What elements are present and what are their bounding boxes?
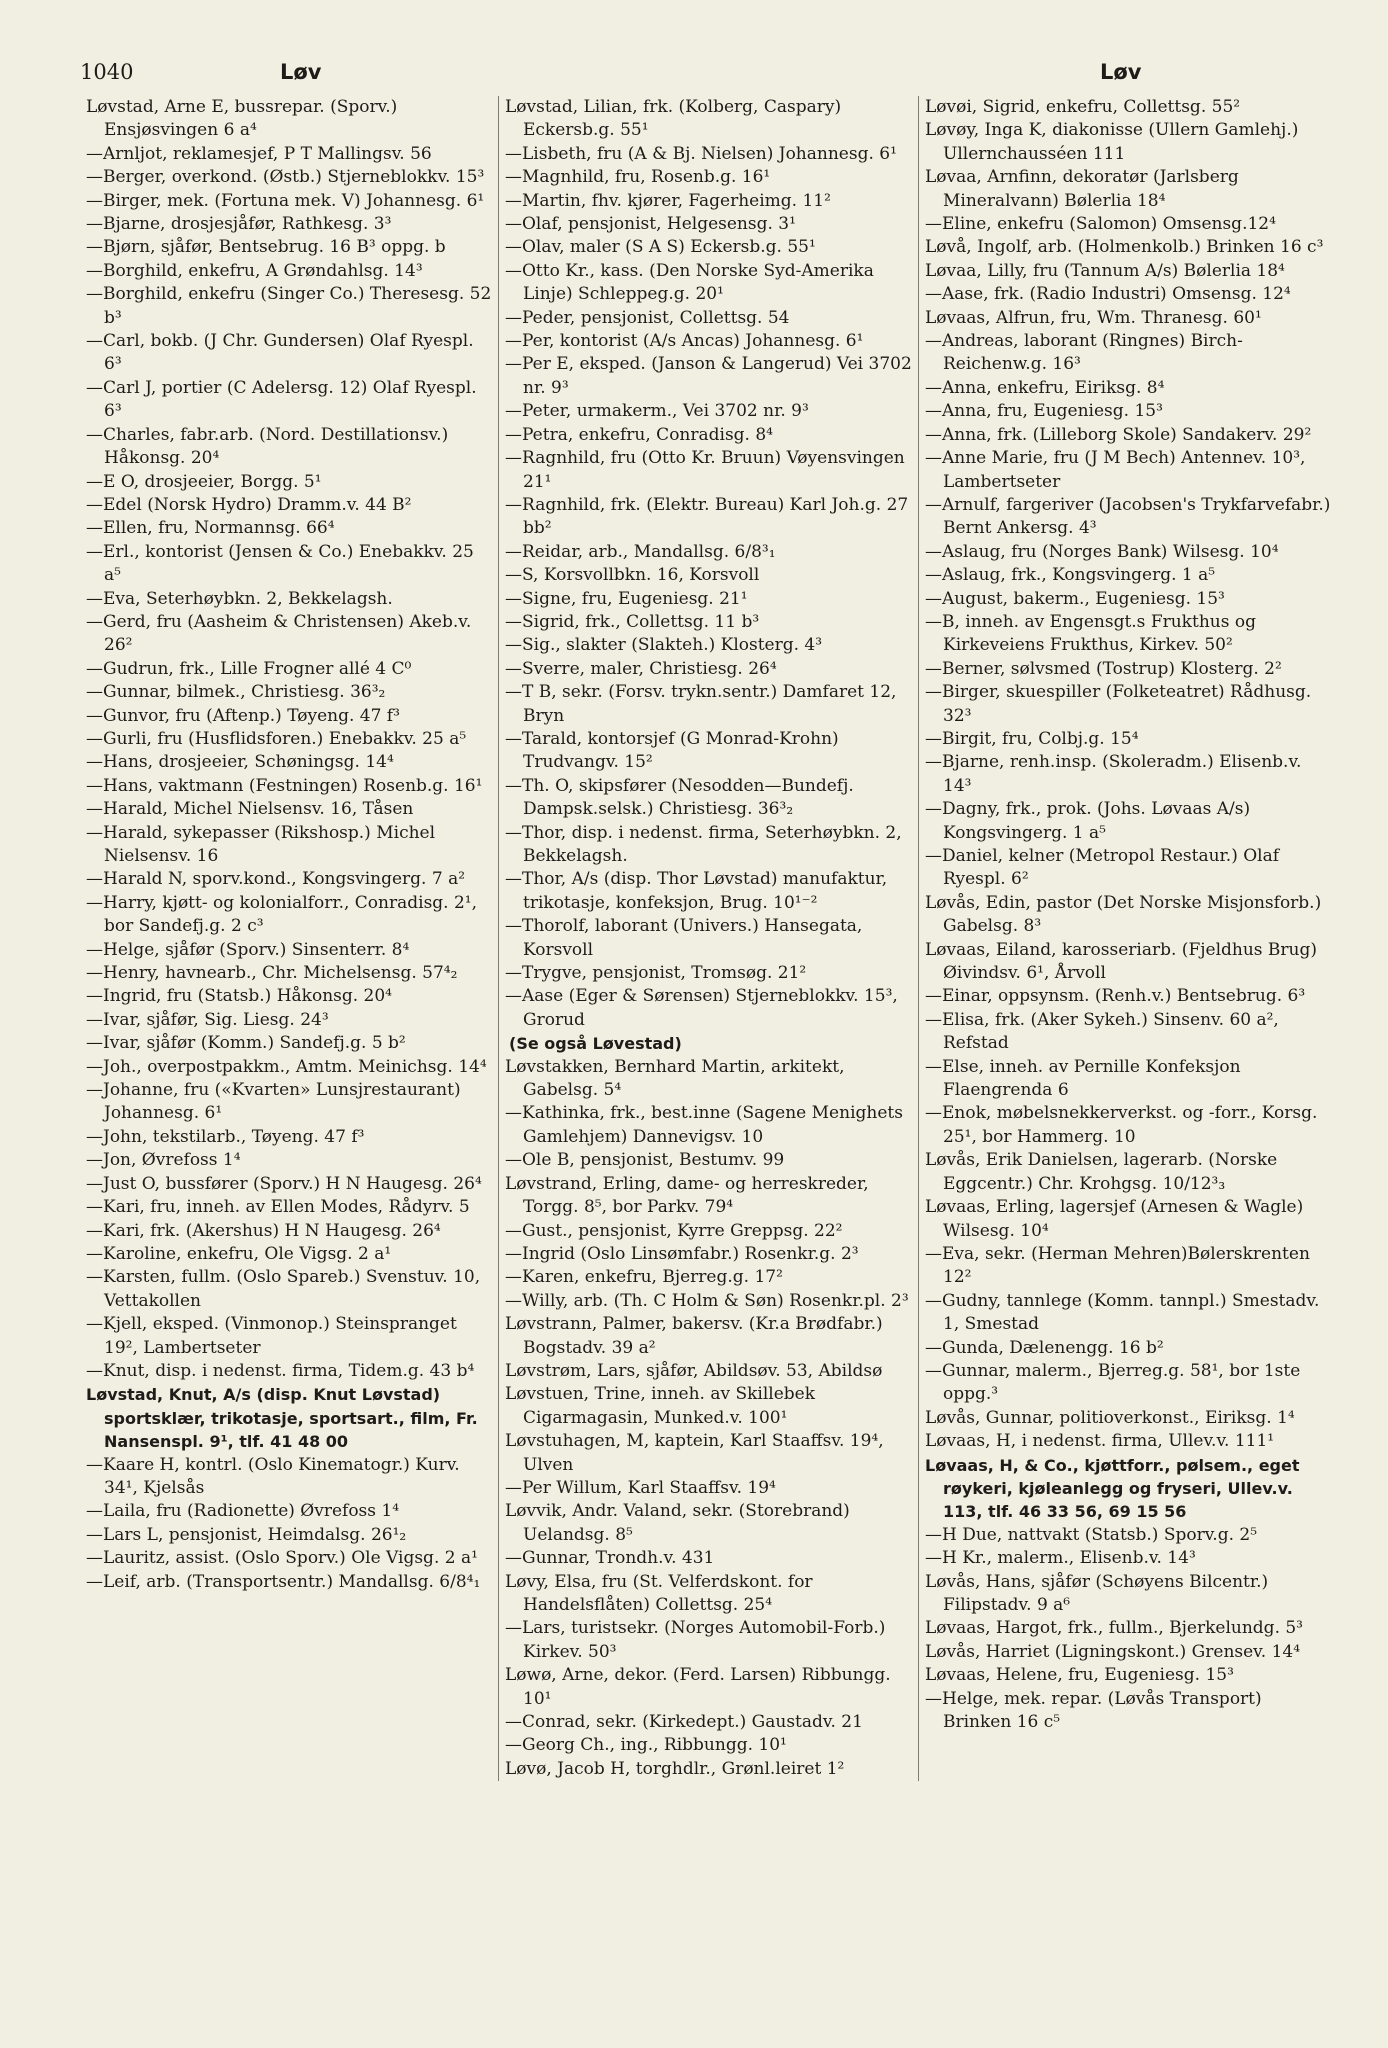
directory-entry: —Per, kontorist (A/s Ancas) Johannesg. 6¹: [505, 331, 864, 352]
directory-entry: —Borghild, enkefru (Singer Co.) Theresesg. 52 b³: [86, 284, 492, 328]
directory-entry: —E O, drosjeeier, Borgg. 5¹: [86, 471, 322, 492]
directory-entry: —Kari, fru, inneh. av Ellen Modes, Rådyrv. 5: [86, 1197, 470, 1218]
directory-entry: —Aase, frk. (Radio Industri) Omsensg. 12⁴: [925, 284, 1291, 305]
directory-entry: Løvstad, Lilian, frk. (Kolberg, Caspary) Eckersb.g. 55¹: [505, 97, 842, 141]
directory-entry: Løvøy, Inga K, diakonisse (Ullern Gamlehj.) Ullernchausséen 111: [925, 120, 1299, 164]
directory-entry: —Helge, sjåfør (Sporv.) Sinsenterr. 8⁴: [86, 939, 410, 960]
directory-entry: —Trygve, pensjonist, Tromsøg. 21²: [505, 963, 807, 984]
directory-entry: Løvås, Gunnar, politioverkonst., Eiriksg. 1⁴: [925, 1407, 1295, 1428]
directory-entry: —Aslaug, fru (Norges Bank) Wilsesg. 10⁴: [925, 541, 1279, 562]
directory-entry: —Johanne, fru («Kvarten» Lunsjrestaurant) Johannesg. 6¹: [86, 1080, 461, 1124]
directory-entry: —August, bakerm., Eugeniesg. 15³: [925, 588, 1225, 609]
directory-entry: —Gerd, fru (Aasheim & Christensen) Akeb.v. 26²: [86, 611, 472, 656]
directory-entry: —Lars L, pensjonist, Heimdalsg. 26¹₂: [86, 1524, 407, 1545]
directory-entry: —Lars, turistsekr. (Norges Automobil-Forb.) Kirkev. 50³: [505, 1618, 886, 1662]
directory-entry: —S, Korsvollbkn. 16, Korsvoll: [505, 565, 760, 586]
directory-entry: —Bjarne, drosjesjåfør, Rathkesg. 3³: [86, 214, 392, 235]
directory-entry: —Gunnar, malerm., Bjerreg.g. 58¹, bor 1ste oppg.³: [925, 1360, 1301, 1405]
directory-entry: —Bjarne, renh.insp. (Skoleradm.) Elisenb.v. 14³: [925, 752, 1302, 796]
directory-entry: —H Due, nattvakt (Statsb.) Sporv.g. 2⁵: [925, 1524, 1258, 1545]
directory-entry: —Anna, fru, Eugeniesg. 15³: [925, 401, 1163, 422]
directory-entry: —Ingrid, fru (Statsb.) Håkonsg. 20⁴: [86, 986, 392, 1007]
column-2: [498, 96, 918, 1781]
directory-entry: —Borghild, enkefru, A Grøndahlsg. 14³: [86, 260, 423, 281]
directory-entry: —Ragnhild, fru (Otto Kr. Bruun) Vøyensvingen 21¹: [505, 448, 905, 492]
directory-entry: Løvås, Erik Danielsen, lagerarb. (Norske Eggcentr.) Chr. Krohgsg. 10/12³₃: [925, 1150, 1278, 1194]
directory-entry: —Karoline, enkefru, Ole Vigsg. 2 a¹: [86, 1243, 392, 1264]
directory-entry: —Aslaug, frk., Kongsvingerg. 1 a⁵: [925, 565, 1216, 586]
directory-entry: —Andreas, laborant (Ringnes) Birch-Reichenw.g. 16³: [925, 331, 1243, 375]
directory-entry: —Aase (Eger & Sørensen) Stjerneblokkv. 15³, Grorud: [505, 986, 898, 1030]
directory-entry: —Karen, enkefru, Bjerreg.g. 17²: [505, 1267, 783, 1288]
directory-entry: —Eline, enkefru (Salomon) Omsensg.12⁴: [925, 214, 1276, 235]
directory-entry: —Eva, sekr. (Herman Mehren)Bølerskrenten 12²: [925, 1243, 1310, 1288]
directory-entry: —Olaf, pensjonist, Helgesensg. 3¹: [505, 214, 796, 235]
directory-entry: Løvås, Edin, pastor (Det Norske Misjonsforb.) Gabelsg. 8³: [925, 892, 1322, 937]
directory-entry: —Kaare H, kontrl. (Oslo Kinematogr.) Kurv. 34¹, Kjelsås: [86, 1454, 460, 1498]
directory-entry: Løvås, Hans, sjåfør (Schøyens Bilcentr.) Filipstadv. 9 a⁶: [925, 1571, 1269, 1615]
directory-entry: —Thorolf, laborant (Univers.) Hansegata, Korsvoll: [505, 916, 863, 960]
directory-entry: —Birger, skuespiller (Folketeatret) Rådhusg. 32³: [925, 682, 1312, 726]
directory-entry: —Thor, A/s (disp. Thor Løvstad) manufaktur, trikotasje, konfeksjon, Brug. 10¹⁻²: [505, 869, 888, 913]
directory-entry: —Gudny, tannlege (Komm. tannpl.) Smestadv. 1, Smestad: [925, 1290, 1320, 1335]
directory-entry: —John, tekstilarb., Tøyeng. 47 f³: [86, 1126, 365, 1147]
directory-entry: Løvstuhagen, M, kaptein, Karl Staaffsv. 19⁴, Ulven: [505, 1431, 884, 1475]
directory-entry: Løvstad, Arne E, bussrepar. (Sporv.) Ensjøsvingen 6 a⁴: [86, 97, 398, 141]
directory-entry: —Enok, møbelsnekkerverkst. og -forr., Korsg. 25¹, bor Hammerg. 10: [925, 1103, 1318, 1147]
directory-entry: Løvy, Elsa, fru (St. Velferdskont. for Handelsflåten) Collettsg. 25⁴: [505, 1571, 813, 1615]
directory-entry: Løvstad, Knut, A/s (disp. Knut Løvstad) sportsklær, trikotasje, sportsart., film, Fr. Nansenspl. 9¹, tlf. 41 48 00: [86, 1385, 478, 1452]
directory-entry: —Ivar, sjåfør, Sig. Liesg. 24³: [86, 1009, 329, 1030]
directory-entry: —Knut, disp. i nedenst. firma, Tidem.g. 43 b⁴: [86, 1360, 475, 1381]
directory-entry: —Willy, arb. (Th. C Holm & Søn) Rosenkr.pl. 2³: [505, 1290, 909, 1311]
directory-entry: Løvaas, H, i nedenst. firma, Ullev.v. 111¹: [925, 1431, 1275, 1452]
directory-entry: Løvaa, Arnfinn, dekoratør (Jarlsberg Mineralvann) Bølerlia 18⁴: [925, 167, 1239, 211]
directory-entry: —Gust., pensjonist, Kyrre Greppsg. 22²: [505, 1220, 843, 1241]
directory-entry: —Conrad, sekr. (Kirkedept.) Gaustadv. 21: [505, 1712, 863, 1733]
directory-entry: Løvø, Jacob H, torghdlr., Grønl.leiret 1²: [505, 1758, 845, 1779]
directory-entry: —Elisa, frk. (Aker Sykeh.) Sinsenv. 60 a², Refstad: [925, 1009, 1279, 1054]
directory-entry: Løvvik, Andr. Valand, sekr. (Storebrand) Uelandsg. 8⁵: [505, 1501, 850, 1545]
directory-entry: —Harald, sykepasser (Rikshosp.) Michel Nielsensv. 16: [86, 822, 436, 866]
directory-entry: —Th. O, skipsfører (Nesodden—Bundefj. Dampsk.selsk.) Christiesg. 36³₂: [505, 775, 854, 820]
directory-entry: —Jon, Øvrefoss 1⁴: [86, 1150, 241, 1171]
directory-entry: Løvøi, Sigrid, enkefru, Collettsg. 55²: [925, 97, 1241, 117]
directory-entry: —Gunnar, Trondh.v. 431: [505, 1548, 715, 1569]
directory-entry: —Leif, arb. (Transportsentr.) Mandallsg. 6/8⁴₁: [86, 1571, 481, 1592]
directory-entry: Løvstuen, Trine, inneh. av Skillebek Cigarmagasin, Munked.v. 100¹: [505, 1384, 816, 1428]
directory-entry: —Peder, pensjonist, Collettsg. 54: [505, 307, 790, 328]
directory-entry: —Anne Marie, fru (J M Bech) Antennev. 10³, Lambertseter: [925, 448, 1306, 492]
directory-entry: —Peter, urmakerm., Vei 3702 nr. 9³: [505, 401, 809, 422]
directory-entry: —Kjell, eksped. (Vinmonop.) Steinspranget 19², Lambertseter: [86, 1314, 457, 1358]
directory-entry: —Kari, frk. (Akershus) H N Haugesg. 26⁴: [86, 1220, 441, 1241]
directory-entry: —Eva, Seterhøybkn. 2, Bekkelagsh.: [86, 588, 393, 609]
directory-entry: Løvaas, Hargot, frk., fullm., Bjerkelundg. 5³: [925, 1618, 1304, 1639]
directory-entry: —Carl, bokb. (J Chr. Gundersen) Olaf Ryespl. 6³: [86, 331, 474, 375]
directory-entry: Løwø, Arne, dekor. (Ferd. Larsen) Ribbungg. 10¹: [505, 1665, 891, 1709]
directory-entry: —Karsten, fullm. (Oslo Spareb.) Svenstuv. 10, Vettakollen: [86, 1267, 481, 1311]
directory-entry: —Ellen, fru, Normannsg. 66⁴: [86, 518, 335, 539]
directory-entry: —Just O, bussfører (Sporv.) H N Haugesg. 26⁴: [86, 1173, 482, 1194]
directory-entry: —Gurli, fru (Husflidsforen.) Enebakkv. 25 a⁵: [86, 728, 467, 749]
directory-entry: —B, inneh. av Engensgt.s Frukthus og Kirkeveiens Frukthus, Kirkev. 50²: [925, 611, 1256, 656]
left-running-head: Løv: [280, 60, 322, 84]
directory-entry: —Edel (Norsk Hydro) Dramm.v. 44 B²: [86, 494, 412, 515]
directory-entry: —Georg Ch., ing., Ribbungg. 10¹: [505, 1735, 787, 1756]
directory-entry: —Gudrun, frk., Lille Frogner allé 4 C⁰: [86, 658, 412, 679]
directory-entry: —Birger, mek. (Fortuna mek. V) Johannesg. 6¹: [86, 190, 485, 211]
directory-entry: Løvaa, Lilly, fru (Tannum A/s) Bølerlia 18⁴: [925, 260, 1285, 281]
directory-entry: —Gunvor, fru (Aftenp.) Tøyeng. 47 f³: [86, 705, 400, 726]
directory-entry: —Anna, frk. (Lilleborg Skole) Sandakerv. 29²: [925, 424, 1312, 445]
directory-entry: —Charles, fabr.arb. (Nord. Destillationsv.) Håkonsg. 20⁴: [86, 424, 449, 469]
directory-entry: —Arnljot, reklamesjef, P T Mallingsv. 56: [86, 143, 432, 164]
directory-entry: —Hans, vaktmann (Festningen) Rosenb.g. 16¹: [86, 775, 483, 796]
right-running-head: Løv: [1100, 60, 1142, 84]
directory-columns: [80, 96, 1342, 1781]
directory-entry: —Gunda, Dælenengg. 16 b²: [925, 1337, 1164, 1358]
page-number: 1040: [80, 60, 134, 84]
directory-entry: Løvstrand, Erling, dame- og herreskreder, Torgg. 8⁵, bor Parkv. 79⁴: [505, 1173, 869, 1218]
directory-entry: —H Kr., malerm., Elisenb.v. 14³: [925, 1548, 1196, 1569]
directory-entry: —Harald N, sporv.kond., Kongsvingerg. 7 a²: [86, 869, 466, 890]
directory-entry: —Bjørn, sjåfør, Bentsebrug. 16 B³ oppg. b: [86, 237, 446, 258]
directory-entry: Løvå, Ingolf, arb. (Holmenkolb.) Brinken 16 c³: [925, 237, 1324, 258]
directory-entry: —Ingrid (Oslo Linsømfabr.) Rosenkr.g. 2³: [505, 1243, 859, 1264]
directory-entry: —Per Willum, Karl Staaffsv. 19⁴: [505, 1477, 776, 1498]
directory-entry: —Lisbeth, fru (A & Bj. Nielsen) Johannesg. 6¹: [505, 143, 897, 164]
directory-entry: —Sig., slakter (Slakteh.) Klosterg. 4³: [505, 635, 823, 656]
directory-entry: —Otto Kr., kass. (Den Norske Syd-Amerika Linje) Schleppeg.g. 20¹: [505, 260, 874, 305]
directory-entry: Løvaas, H, & Co., kjøttforr., pølsem., eget røykeri, kjøleanlegg og fryseri, Ullev.v. 113, tlf. 46 33 56, 69 15 56: [925, 1455, 1300, 1522]
directory-entry: Løvaas, Eiland, karosseriarb. (Fjeldhus Brug) Øivindsv. 6¹, Årvoll: [925, 939, 1317, 984]
directory-entry: —Ragnhild, frk. (Elektr. Bureau) Karl Joh.g. 27 bb²: [505, 494, 909, 539]
directory-entry: —Joh., overpostpakkm., Amtm. Meinichsg. 14⁴: [86, 1056, 487, 1077]
directory-entry: —Per E, eksped. (Janson & Langerud) Vei 3702 nr. 9³: [505, 354, 912, 398]
directory-entry: —Carl J, portier (C Adelersg. 12) Olaf Ryespl. 6³: [86, 377, 477, 422]
directory-entry: —Helge, mek. repar. (Løvås Transport) Brinken 16 c⁵: [925, 1688, 1262, 1733]
directory-entry: —Henry, havnearb., Chr. Michelsensg. 57⁴₂: [86, 963, 458, 984]
directory-entry: —Gunnar, bilmek., Christiesg. 36³₂: [86, 682, 386, 703]
directory-entry: —Signe, fru, Eugeniesg. 21¹: [505, 588, 748, 609]
directory-entry: —Anna, enkefru, Eiriksg. 8⁴: [925, 377, 1165, 398]
column-3: [918, 96, 1338, 1781]
directory-entry: —Martin, fhv. kjører, Fagerheimg. 11²: [505, 190, 831, 211]
directory-entry: —Harald, Michel Nielsensv. 16, Tåsen: [86, 799, 414, 820]
directory-entry: —Lauritz, assist. (Oslo Sporv.) Ole Vigsg. 2 a¹: [86, 1548, 478, 1569]
column-1: [80, 96, 498, 1781]
directory-entry: —Petra, enkefru, Conradisg. 8⁴: [505, 424, 773, 445]
directory-entry: —Erl., kontorist (Jensen & Co.) Enebakkv. 25 a⁵: [86, 541, 474, 586]
directory-entry: —Daniel, kelner (Metropol Restaur.) Olaf Ryespl. 6²: [925, 846, 1280, 890]
directory-entry: (Se også Løvestad): [509, 1034, 682, 1054]
directory-entry: —Sverre, maler, Christiesg. 26⁴: [505, 658, 777, 679]
directory-entry: Løvstakken, Bernhard Martin, arkitekt, Gabelsg. 5⁴: [505, 1056, 845, 1101]
directory-entry: Løvaas, Alfrun, fru, Wm. Thranesg. 60¹: [925, 307, 1262, 328]
directory-entry: —Hans, drosjeeier, Schøningsg. 14⁴: [86, 752, 394, 773]
directory-entry: —Sigrid, frk., Collettsg. 11 b³: [505, 611, 760, 632]
directory-entry: Løvstrann, Palmer, bakersv. (Kr.a Brødfabr.) Bogstadv. 39 a²: [505, 1314, 883, 1358]
directory-entry: Løvaas, Helene, fru, Eugeniesg. 15³: [925, 1665, 1234, 1686]
directory-entry: —Dagny, frk., prok. (Johs. Løvaas A/s) Kongsvingerg. 1 a⁵: [925, 799, 1251, 843]
directory-entry: Løvås, Harriet (Ligningskont.) Grensev. 14⁴: [925, 1641, 1301, 1662]
directory-entry: —Berner, sølvsmed (Tostrup) Klosterg. 2²: [925, 658, 1282, 679]
directory-entry: Løvstrøm, Lars, sjåfør, Abildsøv. 53, Abildsø: [505, 1360, 883, 1381]
directory-entry: —Ole B, pensjonist, Bestumv. 99: [505, 1150, 785, 1171]
directory-entry: —Laila, fru (Radionette) Øvrefoss 1⁴: [86, 1501, 400, 1522]
directory-entry: —Kathinka, frk., best.inne (Sagene Menighets Gamlehjem) Dannevigsv. 10: [505, 1103, 903, 1147]
directory-entry: —Else, inneh. av Pernille Konfeksjon Flaengrenda 6: [925, 1056, 1241, 1101]
directory-entry: —Olav, maler (S A S) Eckersb.g. 55¹: [505, 237, 816, 258]
directory-entry: —Reidar, arb., Mandallsg. 6/8³₁: [505, 541, 776, 562]
directory-entry: —T B, sekr. (Forsv. trykn.sentr.) Damfaret 12, Bryn: [505, 682, 897, 726]
directory-entry: Løvaas, Erling, lagersjef (Arnesen & Wagle) Wilsesg. 10⁴: [925, 1197, 1304, 1241]
directory-entry: —Arnulf, fargeriver (Jacobsen's Trykfarvefabr.) Bernt Ankersg. 4³: [925, 494, 1331, 539]
directory-entry: —Magnhild, fru, Rosenb.g. 16¹: [505, 167, 771, 188]
page-header: [80, 56, 1342, 94]
directory-entry: —Einar, oppsynsm. (Renh.v.) Bentsebrug. 6³: [925, 986, 1306, 1007]
directory-entry: —Berger, overkond. (Østb.) Stjerneblokkv. 15³: [86, 167, 485, 188]
directory-entry: —Thor, disp. i nedenst. firma, Seterhøybkn. 2, Bekkelagsh.: [505, 822, 902, 866]
directory-entry: —Tarald, kontorsjef (G Monrad-Krohn) Trudvangv. 15²: [505, 728, 839, 773]
directory-entry: —Ivar, sjåfør (Komm.) Sandefj.g. 5 b²: [86, 1033, 406, 1054]
directory-entry: —Birgit, fru, Colbj.g. 15⁴: [925, 728, 1139, 749]
directory-entry: —Harry, kjøtt- og kolonialforr., Conradisg. 2¹, bor Sandefj.g. 2 c³: [86, 892, 478, 937]
